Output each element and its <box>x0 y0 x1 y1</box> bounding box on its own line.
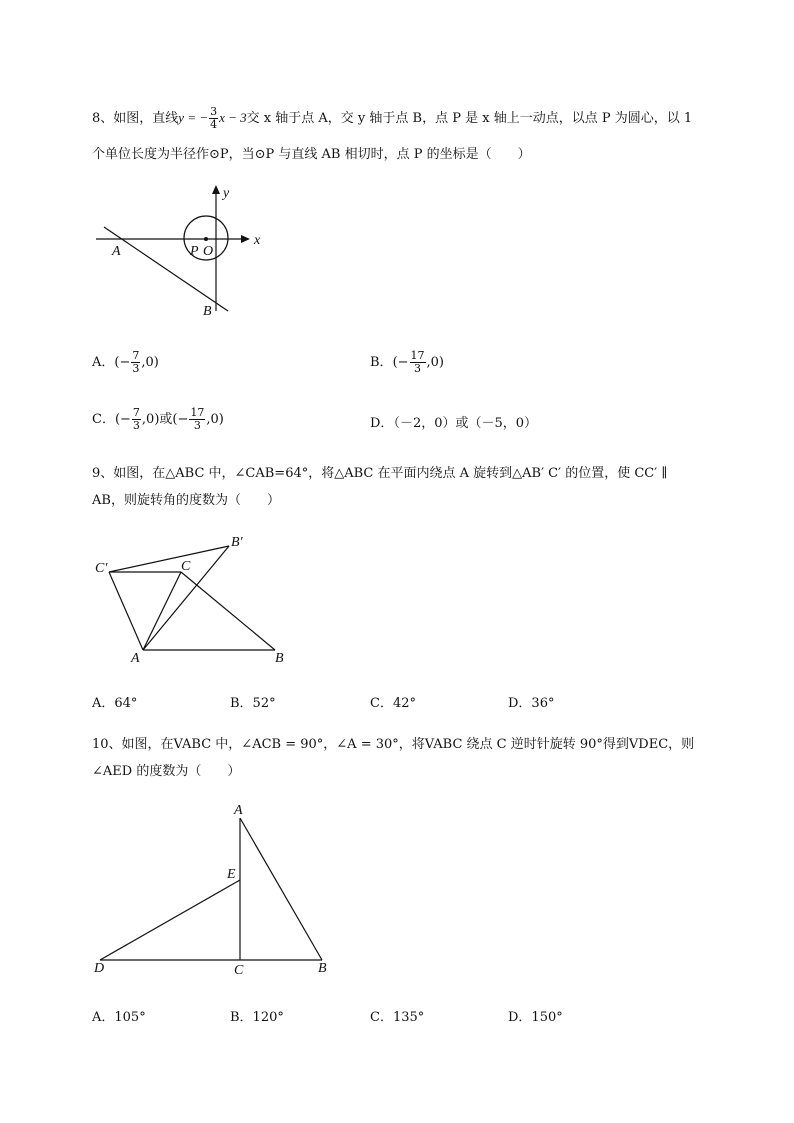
q10-option-a[interactable]: A．105° <box>92 1010 146 1025</box>
q10-label-c: C <box>234 963 244 978</box>
q8-option-c[interactable]: C．(− $\frac{7}{3}$ ,0)或(− $\frac{17}{3}$ ,0) <box>92 406 224 432</box>
q8-number: 8、 <box>92 111 114 126</box>
q9-label-b2: B′ <box>231 535 243 550</box>
q8-line2: 个单位长度为半径作⊙P，当⊙P 与直线 AB 相切时，点 P 的坐标是（ ） <box>92 147 531 162</box>
q8-option-a[interactable]: A．(− $\frac{7}{3}$ ,0) <box>92 349 159 375</box>
q9-label-b: B <box>275 651 284 666</box>
q8-label-y: y <box>223 186 230 201</box>
q8-option-b[interactable]: B．(− $\frac{17}{3}$ ,0) <box>370 349 445 375</box>
q8-line-ab <box>104 227 228 311</box>
q8-label-b: B <box>203 304 212 319</box>
q10-segment-de <box>100 880 240 960</box>
q10-label-d: D <box>94 961 105 976</box>
q10-line2: ∠AED 的度数为（ ） <box>92 764 241 779</box>
q9-option-c[interactable]: C．42° <box>370 696 416 711</box>
q8-y-arrow <box>212 185 220 194</box>
q10-segment-ab <box>240 818 322 960</box>
q9-option-d[interactable]: D．36° <box>508 696 555 711</box>
q9-label-c: C <box>181 559 191 574</box>
q10-label-e: E <box>227 867 236 882</box>
q9-line1: 9、如图，在△ABC 中，∠CAB=64°，将△ABC 在平面内绕点 A 旋转到△AB′ C′ 的位置，使 CC′ ∥ <box>92 466 668 481</box>
q8-label-p: P <box>190 244 199 259</box>
q9-line2: AB，则旋转角的度数为（ ） <box>92 493 280 508</box>
q8-label-x: x <box>254 233 261 248</box>
q8-option-d[interactable]: D．（－2，0）或（－5，0） <box>370 416 538 431</box>
q9-option-a[interactable]: A．64° <box>92 696 138 711</box>
q10-line1: 10、如图，在VABC 中，∠ACB = 90°，∠A = 30°，将VABC 绕点 C 逆时针旋转 90°得到VDEC，则 <box>92 737 695 752</box>
q8-label-o: O <box>203 244 214 259</box>
q8-figure <box>90 183 270 323</box>
q9-label-a: A <box>131 651 140 666</box>
q10-figure <box>92 800 342 985</box>
q8-label-a: A <box>112 244 121 259</box>
q9-figure <box>95 530 295 670</box>
q9-label-c2: C′ <box>95 561 108 576</box>
q10-option-c[interactable]: C．135° <box>370 1010 425 1025</box>
q8-slope-fraction: $\frac{3}{4}$ <box>210 105 218 131</box>
q9-segment-cb <box>181 572 275 650</box>
q8-point-p <box>204 237 208 241</box>
q8-line1: 8、如图，直线y = − $\frac{3}{4}$ x − 3交 x 轴于点 A，交 y 轴于点 B，点 P 是 x 轴上一动点，以点 P 为圆心，以 1 <box>92 105 693 131</box>
q10-option-d[interactable]: D．150° <box>508 1010 563 1025</box>
q10-label-b: B <box>318 961 327 976</box>
q9-option-b[interactable]: B．52° <box>230 696 276 711</box>
q9-segment-ac2 <box>109 572 143 650</box>
q8-x-arrow <box>241 235 250 243</box>
q10-option-b[interactable]: B．120° <box>230 1010 284 1025</box>
q10-label-a: A <box>234 803 243 818</box>
